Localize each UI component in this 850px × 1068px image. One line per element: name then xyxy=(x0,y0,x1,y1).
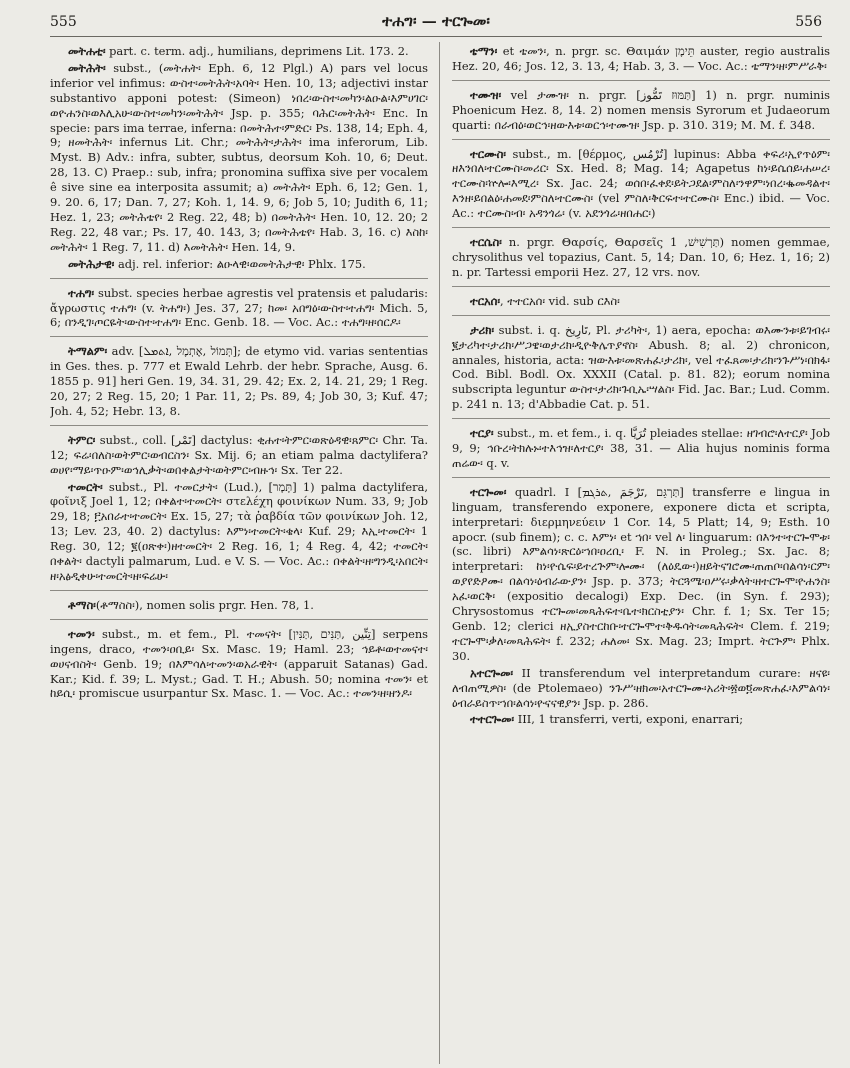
dictionary-entry xyxy=(452,88,830,133)
entry-separator xyxy=(452,139,830,140)
dictionary-entry xyxy=(452,485,830,664)
dictionary-entry xyxy=(50,433,428,478)
dictionary-entry xyxy=(452,44,830,74)
entry-text: vel ታሙዝ፡ n. prgr. [תַּמּוּז تَمُّوز] 1) n. prgr. numinis Phoenicum Hez. 8, 14. 2) nomen mensis Syrorum et Judaeorum quarti: በራብዕ፡ወርኅ፡ዘውእቱ፡ወርኅ፡ተሙዝ፡ Jsp. p. 310. 319; M. M. f. 348. xyxy=(452,87,830,132)
entry-headword: ትምር፡ xyxy=(68,432,96,447)
entry-headword: ተመርት፡ xyxy=(68,479,103,494)
entry-headword: ትማልም፡ xyxy=(68,344,108,359)
entry-headword: ቴማን፡ xyxy=(470,44,498,58)
entry-headword: መትሐቲ፡ xyxy=(68,44,106,58)
entry-separator xyxy=(452,227,830,228)
entry-headword: ተርያ፡ xyxy=(470,426,494,441)
entry-separator xyxy=(452,477,830,478)
entry-text: subst., Pl. ተመርታት፡ (Lud.), [תָּמָר] 1) palma dactylifera, φοῖνιξ Joel 1, 12; በቀልተ፡ተመርት፡ στελέχη φοινίκων Num. 33, 9; Job 29, 18; ፫አበራተ፡ተመርት፡ Ex. 15, 27; τὰ ῥαβδία τῶν φοινίκων Joh. 12, 13; Lev. 23, 40. 2) dactylus: እምነ፡ተመርት፡ቄላ፡ Kuf. 29; እኢ፡ተመርት፡ 1 Reg. 30, 12; ፪(ዐጽቀ፡)ዘተመርት፡ 2 Reg. 16, 1; 4 Reg. 4, 42; ተመርት፡በቀልት፡ dactyli palmarum, Lud. e V. S. — Voc. Ac.: በቀልት፡ዘ፡ግንዲ፡አበርት፡ዘ፡አፅዲቀሁ፡ተመርት፡ዘ፡ፍሬሁ፡ xyxy=(50,479,428,583)
entry-text: adj. rel. inferior: ልዑላዊ፡ወመትሕታዊ፡ Phlx. 175. xyxy=(114,256,366,271)
entry-headword: ተመን፡ xyxy=(68,626,95,641)
entry-headword: መትሕታዊ፡ xyxy=(68,256,115,271)
entry-separator xyxy=(452,80,830,81)
entry-text: subst., coll. [تَمْر] dactylus: ቂሐተ፡ትምር፡ወጽዕዳዊ፡ጸምር፡ Chr. Ta. 12; ፍሬ፡በለስ፡ወትምር፡ወብርስን፡ Sx. Mij. 6; an etiam palma dactylifera? ወሀየ፡ማይ፡ጥዑም፡ወኅሊቃት፡ወበቀልታት፡ወትምር፡ብዙኅ፡ Sx. Ter 22. xyxy=(50,432,428,477)
column-divider xyxy=(439,42,440,1064)
dictionary-entry xyxy=(452,426,830,471)
entry-text: subst., m. et fem., i. q. تُرَيَّا pleiades stellae: ዘገብሮ፡ለተርያ፡ Job 9, 9; ኅቡረ፡ትክሉኑ፡ተእኅዝ፡ለተርያ፡ 38, 31. — Alia hujus nominis forma ጠሬው፡ q. v. xyxy=(452,426,830,470)
entry-text: adv. [תְּמוֹל ,אֶתְמָל ,ܐܬܡܠ]; de etymo vid. varias sententias in Ges. thes. p. 777 et Ewald Lehrb. der hebr. Sprache, Ausg. 6. 1855 p. 91] heri Gen. 19, 34. 31, 29. 42; Ex. 2, 14. 21, 29; 1 Reg. 20, 27; 2 Reg. 15, 20; 1 Par. 11, 2; Ps. 89, 4; Job 30, 3; Kuf. 47; Joh. 4, 52; Hebr. 13, 8. xyxy=(50,344,428,418)
entry-text: III, 1 transferri, verti, exponi, enarrari; xyxy=(514,712,744,727)
entry-separator xyxy=(50,619,428,620)
left-column xyxy=(50,44,428,1064)
dictionary-entry xyxy=(452,666,830,711)
entry-headword: ተርጐመ፡ xyxy=(470,484,507,499)
running-title: ተሐግ፡ — ተርጐመ፡ xyxy=(382,12,490,30)
dictionary-entry xyxy=(50,61,428,255)
right-column xyxy=(452,44,830,1064)
dictionary-entry xyxy=(50,598,428,613)
entry-separator xyxy=(50,278,428,279)
dictionary-entry xyxy=(50,257,428,272)
dictionary-entry xyxy=(50,344,428,419)
dictionary-entry xyxy=(452,323,830,412)
header-rule xyxy=(50,36,822,37)
page-header xyxy=(50,10,822,34)
entry-headword: ታሪክ፡ xyxy=(470,322,495,337)
dictionary-entry xyxy=(50,286,428,331)
entry-separator xyxy=(50,425,428,426)
entry-text: subst., m. et fem., Pl. ተመናት፡ [تِنِّين ,תַּנִּים ,תַּנִּין] serpens ingens, draco, ተመን፡ዐቢይ፡ Sx. Masc. 19; Haml. 23; ኅይቶ፡ወተመናተ፡ወሀናብስት፡ Genb. 19; በእምሳለ፡ተመን፡ወአራዊት፡ (apparuit Satanas) Gad. Kar.; Kid. f. 39; L. Myst.; Gad. T. H.; Abush. 50; nomina ተመን፡ et ከይሲ፡ promiscue usurpantur Sx. Masc. 1. — Voc. Ac.: ተመን፡ዘ፡ዘንዶ፡ xyxy=(50,626,428,701)
entry-text: subst., m. [θέρμος, تُرْمُس] lupinus: Abba ቀፍሪ፡ኢየጥዕም፡ዘእንበለ፡ተርሙስ፡መሪር፡ Sx. Hed. 8; Mag. 14; Agapetus ከነ፡ይሴሰይ፡ሐሠረ፡ተርሙስ፡ኵሎ፡እሚረ፡ Sx. Jac. 24; ወሰበ፡ፈቀደ፡ይትጋደል፡ምስለ፡ንዋም፡ነበረ፡ቈመዳልተ፡እንዘ፡ይበልዕ፡ሐመደ፡ምስለ፡ተርሙስ፡ (vel ምስለ፡ቅርፍተ፡ተርሙስ፡ Enc.) ibid. — Voc. Ac.: ተርሙስ፡ብ፡ አዳንጎሬ፡ (v. አደንጎሬ፡ዘበሐር፡) xyxy=(452,146,830,221)
entry-headword: ተተርጐመ፡ xyxy=(470,712,515,727)
entry-text: II transferendum vel interpretandum curare: ዘናዩ፡ለብጠሚዎስ፡ (de Ptolemaeo) ንጉሥ፡ዘክመ፡አተርጐሙ፡አሪት፡፳ወ፬መጽሐፈ፡እምልሳነ፡ዕብራይስጥ፡ኀበ፡ልሳነ፡ዮናናዊያን፡ Jsp. p. 286. xyxy=(452,665,830,710)
dictionary-entry xyxy=(452,712,830,727)
dictionary-entry xyxy=(452,235,830,280)
entry-text: et ቴመን፡, n. prgr. sc. Θαιμάν תֵּימָן auster, regio australis Hez. 20, 46; Jos. 12, 3. 13, 4; Hab. 3, 3. — Voc. Ac.: ቴማን፡ዘ፡ምሥራቅ፡ xyxy=(452,44,830,73)
entry-text: n. prgr. Θαρσίς, Θαρσεῖς תַּרְשִׁישׁ, 1) nomen gemmae, chrysolithus vel topazius, Cant. 5, 14; Dan. 10, 6; Hez. 1, 16; 2) n. pr. Tartessi emporii Hez. 27, 12 vrs. nov. xyxy=(452,235,830,279)
entry-headword: ተሙዝ፡ xyxy=(470,87,502,102)
entry-headword: ተርሙስ፡ xyxy=(470,146,506,161)
dictionary-entry xyxy=(50,627,428,702)
entry-text: quadrl. I [תַּרְגֵּם ,تَرْجَمَ ,ܬܪܓܡ] transferre e lingua in linguam, transferendo exponere, exponere dicta et scripta, interpretari: διερμηνεύειν 1 Cor. 14, 5 Platt; 14, 9; Esth. 10 apocr. (sub finem); c. c. እምነ፡ et ኀበ፡ vel ለ፡ linguarum: በእንተ፡ተርጐሞቱ፡ (sc. libri) እምልሳነ፡ጽርዕ፡ኀበ፡ዐረቢ፡ F. N. in Proleg.; Sx. Jac. 8; interpretari: ከነ፡ዮሴፍ፡ይተረጕም፡ሎሙ፡ (ለዕዴው፡)ዘይትናገሮሙ፡ጠጠቦ፡በልሳነ፡ርም፡ወያየድዖሙ፡ በልሳነ፡ዕብራውያን፡ Jsp. p. 373; ትርጓሜ፡ዐሥሩ፡ቃላት፡ዘተርጐሞ፡ዮሐንስ፡አፈ፡ወርቅ፡ (expositio decalogi) Exp. Dec. (in Syn. f. 293); Chrysostomus ተርጐመ፡መጻሕፍተ፡ቤተ፡ክርስቲያን፡ Chr. f. 1; Sx. Ter 15; Genb. 12; clerici ዘኢያስተርከቡ፡ተርጐሞተ፡ቅዱሳት፡መጻሕፍት፡ Clem. f. 219; ተርጐሞ፡ቃለ፡መጻሕፍት፡ f. 232; ሐለመ፡ Sx. Mag. 23; Imprt. ትርጕም፡ Phlx. 30. xyxy=(452,484,830,663)
entry-headword: ተሐግ፡ xyxy=(68,285,95,300)
entry-separator xyxy=(452,286,830,287)
entry-separator xyxy=(452,418,830,419)
page-number-right: 556 xyxy=(795,14,822,30)
entry-headword: ተርሴስ፡ xyxy=(470,235,502,250)
entry-separator xyxy=(50,336,428,337)
entry-text: subst. i. q. تَارِيخ, Pl. ታሪካት፡, 1) aera, epocha: ወእሙንቱ፡ይገብሩ፡፪ታሪካተ፡ታሪክ፡ሥጋዌ፡ወታሪክ፡ዲዮቅሌጥያኖስ፡ Abush. 8; al. 2) chronicon, annales, historia, acta: ዝውእቱ፡መጽሐፈ፡ታሪክ፡, vel ተፈጸመ፡ታሪክ፡ንጉሥነ፡በክፋ፡ Cod. Bibl. Bodl. Ox. XXXII (Catal. p. 81. 82); eorum nomina subscripta leguntur ውስተ፡ታሪክ፡ጉቢኤ፡ሣልስ፡ Fid. Jac. Bar.; Lud. Comm. p. 241 n. 13; d'Abbadie Cat. p. 51. xyxy=(452,322,830,412)
page-number-left: 555 xyxy=(50,14,77,30)
entry-text: (ቶማስስ፡), nomen solis prgr. Hen. 78, 1. xyxy=(95,597,314,612)
entry-headword: ተርአሰ፡ xyxy=(470,293,501,308)
dictionary-entry xyxy=(452,294,830,309)
entry-text: , ተተርአሰ፡ vid. sub ርእስ፡ xyxy=(500,293,620,308)
entry-text: part. c. term. adj., humilians, deprimens Lit. 173. 2. xyxy=(105,44,409,58)
dictionary-entry xyxy=(452,147,830,222)
entry-headword: መትሕት፡ xyxy=(68,60,106,75)
entry-text: subst. species herbae agrestis vel pratensis et paludaris: ἄγρωστις ተሐግ፡ (v. ትሐግ፡) Jes. 37, 27; ከመ፡ አበግዕ፡ውስተ፡ተሐግ፡ Mich. 5, 6; በንዲገ፡ጦርዬት፡ውስተ፡ተሐግ፡ Enc. Genb. 18. — Voc. Ac.: ተሐግ፡ዘ፡ሰርዶ፡ xyxy=(50,285,428,330)
entry-headword: ቶማስ፡ xyxy=(68,597,96,612)
dictionary-entry xyxy=(50,44,428,59)
dictionary-entry xyxy=(50,480,428,584)
entry-separator xyxy=(452,315,830,316)
entry-headword: አተርጐመ፡ xyxy=(470,665,514,680)
entry-separator xyxy=(50,590,428,591)
entry-text: subst., (መትሐት፡ Eph. 6, 12 Plgl.) A) pars vel locus inferior vel infimus: ውስተ፡መትሕት፡አባት፡ Hen. 10, 13; adjectivi instar substantivo apponi potest: (Simeon) ነበረ፡ውስተ፡መካን፡ልዑል፡እምሀገር፡ወዮሐንስ፡ወእሊአሁ፡ውስተ፡መካን፡መትሕት፡ Jsp. p. 355; ባሕር፡መትሕት፡ Enc. In specie: pars ima terrae, inferna: በመትሕተ፡ምድር፡ Ps. 138, 14; Eph. 4, 9; ዘመትሕት፡ infernus Lit. Chr.; መትሕት፡ታሕት፡ ima inferorum, Lib. Myst. B) Adv.: infra, subter, subtus, deorsum Koh. 10, 6; Deut. 28, 13. C) Praep.: sub, infra; pronomina suffixa sive per vocalem ê sive sine ea interposita assumit; a) መትሕት፡ Eph. 6, 12; Gen. 1, 9. 20. 6, 17; Dan. 7, 27; Koh. 1, 14. 9, 6; Job 5, 10; Judith 6, 11; Hez. 1, 23; መትሕቴየ፡ 2 Reg. 22, 48; b) በመትሕት፡ Hen. 10, 12. 20; 2 Reg. 22, 48 var.; Ps. 17, 40. 143, 3; በመትሕቴየ፡ Hab. 3, 16. c) እስከ፡መትሕት፡ 1 Reg. 7, 11. d) እመትሕት፡ Hen. 14, 9. xyxy=(50,60,428,254)
